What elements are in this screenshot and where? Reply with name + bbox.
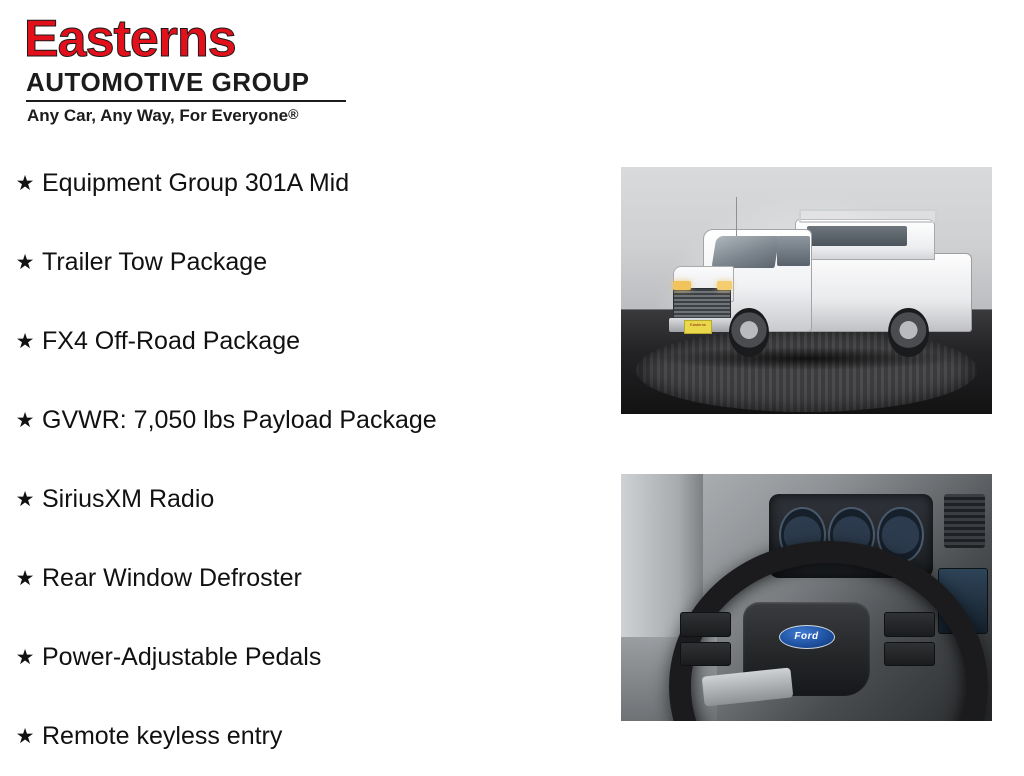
feature-list — [8, 144, 598, 776]
list-item — [8, 223, 598, 302]
truck-grille — [673, 288, 731, 320]
vehicle-photo-exterior — [621, 167, 992, 414]
truck-headlight-left — [673, 281, 692, 291]
star-icon: ★ — [15, 330, 35, 353]
feature-label: Equipment Group 301A Mid — [42, 169, 350, 197]
star-icon: ★ — [15, 646, 35, 669]
star-icon: ★ — [15, 251, 35, 274]
truck-front-wheel — [729, 308, 770, 357]
list-item — [8, 697, 598, 776]
star-icon: ★ — [15, 725, 35, 748]
truck-rear-wheel — [888, 308, 929, 357]
steering-button-left-upper — [680, 612, 730, 636]
list-item — [8, 460, 598, 539]
truck-antenna — [736, 197, 737, 237]
truck-headlight-right — [717, 281, 732, 291]
star-icon: ★ — [15, 488, 35, 511]
feature-label: Power-Adjustable Pedals — [42, 643, 322, 671]
dealer-logo — [18, 12, 378, 125]
brand-subtitle: AUTOMOTIVE GROUP — [26, 67, 310, 97]
list-item — [8, 144, 598, 223]
truck-cap-window — [807, 226, 907, 246]
star-icon: ★ — [15, 409, 35, 432]
truck-ladder-rack — [799, 209, 937, 223]
brand-divider — [26, 100, 346, 102]
star-icon: ★ — [15, 567, 35, 590]
list-item — [8, 539, 598, 618]
dashboard-air-vent — [944, 494, 985, 548]
list-item — [8, 302, 598, 381]
brand-tagline-text: Any Car, Any Way, For Everyone — [27, 106, 289, 125]
list-item — [8, 618, 598, 697]
steering-button-right-lower — [884, 642, 934, 666]
dealer-license-plate: Easterns — [684, 320, 712, 334]
truck-windshield — [711, 236, 779, 268]
feature-label: SiriusXM Radio — [42, 485, 215, 513]
feature-label: Remote keyless entry — [42, 722, 283, 750]
truck-bed — [795, 253, 971, 332]
brand-tagline — [27, 105, 378, 125]
steering-button-left-lower — [680, 642, 730, 666]
brand-wordmark: Easterns — [24, 10, 236, 68]
ford-emblem-icon: Ford — [779, 625, 835, 649]
list-item — [8, 381, 598, 460]
feature-label: Rear Window Defroster — [42, 564, 302, 592]
feature-label: FX4 Off-Road Package — [42, 327, 301, 355]
vehicle-photo-interior — [621, 474, 992, 721]
registered-mark: ® — [288, 106, 299, 122]
steering-button-right-upper — [884, 612, 934, 636]
feature-label: Trailer Tow Package — [42, 248, 268, 276]
feature-label: GVWR: 7,050 lbs Payload Package — [42, 406, 437, 434]
star-icon: ★ — [15, 172, 35, 195]
truck-side-window — [777, 236, 810, 266]
